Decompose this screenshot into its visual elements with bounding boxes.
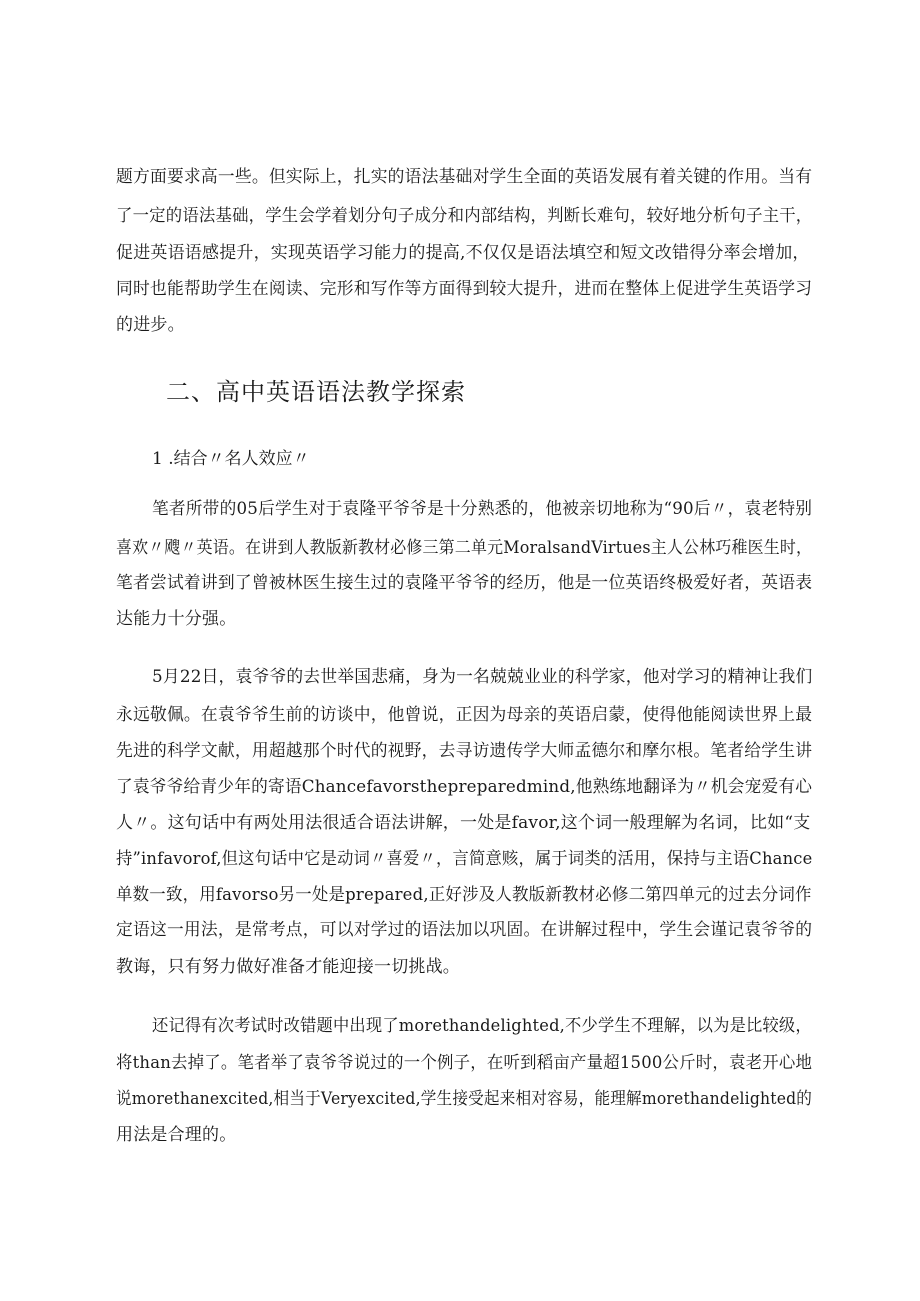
paragraph-2-line-2: 喜欢〃飕〃英语。在讲到人教版新教材必修三第二单元MoralsandVirtues主人公林巧稚医生时， — [116, 538, 813, 558]
paragraph-3-line-1: 5月22日，袁爷爷的去世举国悲痛，身为一名兢兢业业的科学家，他对学习的精神让我们 — [152, 667, 813, 687]
paragraph-3-line-7: 单数一致，用favorso另一处是prepared,正好涉及人教版新教材必修二第四单元的过去分词作 — [116, 885, 812, 905]
subsection-heading: 1 .结合〃名人效应〃 — [152, 449, 310, 469]
paragraph-4-line-4: 用法是合理的。 — [116, 1125, 237, 1145]
paragraph-3-line-6: 持”infavorof,但这句话中它是动词〃喜爱〃，言简意赅，属于词类的活用，保持与主语Chance — [116, 849, 813, 869]
paragraph-3-line-9: 教诲，只有努力做好准备才能迎接一切挑战。 — [116, 957, 460, 977]
paragraph-2-line-1: 笔者所带的05后学生对于袁隆平爷爷是十分熟悉的，他被亲切地称为“90后〃，袁老特别 — [152, 499, 813, 519]
paragraph-3-line-5: 人〃。这句话中有两处用法很适合语法讲解，一处是favor,这个词一般理解为名词，比如“支 — [116, 813, 811, 833]
paragraph-1-line-3: 促进英语语感提升，实现英语学习能力的提高,不仅仅是语法填空和短文改错得分率会增加， — [116, 243, 810, 263]
paragraph-1-line-2: 了一定的语法基础，学生会学着划分句子成分和内部结构，判断长难句，较好地分析句子主干， — [116, 206, 813, 226]
paragraph-2-line-3: 笔者尝试着讲到了曾被林医生接生过的袁隆平爷爷的经历，他是一位英语终极爱好者，英语表 — [116, 573, 813, 593]
paragraph-2-line-4: 达能力十分强。 — [116, 609, 237, 629]
paragraph-3-line-4: 了袁爷爷给青少年的寄语Chancefavorsthepreparedmind,他熟练地翻译为〃机会宠爱有心 — [116, 777, 813, 797]
section-heading: 二、高中英语语法教学探索 — [166, 378, 466, 406]
paragraph-1-line-1: 题方面要求高一些。但实际上，扎实的语法基础对学生全面的英语发展有着关键的作用。当有 — [116, 167, 813, 187]
paragraph-3-line-3: 先进的科学文献，用超越那个时代的视野，去寻访遗传学大师孟德尔和摩尔根。笔者给学生讲 — [116, 741, 813, 761]
paragraph-4-line-1: 还记得有次考试时改错题中出现了morethandelighted,不少学生不理解，以为是比较级， — [152, 1016, 812, 1036]
paragraph-3-line-8: 定语这一用法，是常考点，可以对学过的语法加以巩固。在讲解过程中，学生会谨记袁爷爷的 — [116, 920, 813, 940]
paragraph-1-line-4: 同时也能帮助学生在阅读、完形和写作等方面得到较大提升，进而在整体上促进学生英语学习 — [116, 279, 813, 299]
paragraph-3-line-2: 永远敬佩。在袁爷爷生前的访谈中，他曾说，正因为母亲的英语启蒙，使得他能阅读世界上最 — [116, 705, 813, 725]
paragraph-1-line-5: 的进步。 — [116, 315, 185, 335]
paragraph-4-line-2: 将than去掉了。笔者举了袁爷爷说过的一个例子，在听到稻亩产量超1500公斤时，袁老开心地 — [116, 1053, 813, 1073]
paragraph-4-line-3: 说morethanexcited,相当于Veryexcited,学生接受起来相对容易，能理解morethandelighted的 — [116, 1089, 813, 1109]
